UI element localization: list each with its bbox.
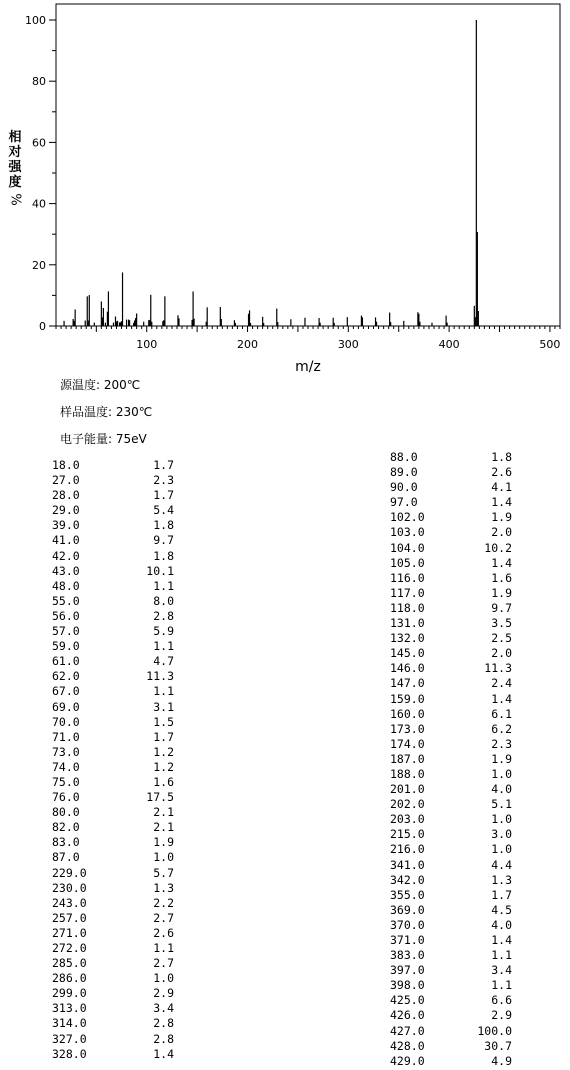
mz-value: 103.0 (390, 525, 425, 540)
mz-value: 159.0 (390, 691, 425, 706)
abundance-value: 2.7 (153, 910, 174, 925)
abundance-value: 1.7 (153, 488, 174, 503)
peak-table-row (52, 700, 174, 715)
peak-table-row (52, 790, 174, 805)
mz-value: 398.0 (390, 978, 425, 993)
mz-value: 371.0 (390, 933, 425, 947)
peak-table-row (390, 1024, 512, 1039)
abundance-value: 1.9 (491, 751, 512, 766)
peak-table-row (390, 510, 512, 525)
mz-value: 62.0 (52, 669, 80, 684)
plot-frame (56, 4, 560, 326)
mz-value: 427.0 (390, 1023, 425, 1038)
y-tick-label: 80 (32, 75, 46, 89)
peak-table-row (390, 888, 512, 903)
peak-table-row (52, 911, 174, 926)
mz-value: 43.0 (52, 563, 80, 578)
abundance-value: 1.9 (491, 510, 512, 525)
abundance-value: 4.0 (491, 917, 512, 932)
mz-value: 342.0 (390, 872, 425, 887)
peak-table-row (52, 1032, 174, 1047)
abundance-value: 6.1 (491, 706, 512, 721)
mz-value: 27.0 (52, 473, 80, 488)
abundance-value: 3.0 (491, 827, 512, 842)
peak-table-row (52, 518, 174, 533)
abundance-value: 5.4 (153, 503, 174, 518)
mz-value: 188.0 (390, 766, 425, 781)
mz-value: 57.0 (52, 624, 80, 639)
abundance-value: 1.2 (153, 744, 174, 759)
abundance-value: 2.3 (491, 736, 512, 751)
abundance-value: 2.9 (153, 986, 174, 1001)
mz-value: 82.0 (52, 820, 80, 835)
peak-table-row (390, 692, 512, 707)
mz-value: 425.0 (390, 993, 425, 1008)
abundance-value: 1.8 (153, 548, 174, 563)
peak-table-row (390, 963, 512, 978)
mz-value: 102.0 (390, 510, 425, 525)
abundance-value: 2.0 (491, 525, 512, 540)
peak-table-row (390, 993, 512, 1008)
abundance-value: 4.4 (491, 857, 512, 872)
peak-table-row (52, 971, 174, 986)
peak-table-right (390, 450, 512, 1069)
peak-table-row (52, 805, 174, 820)
peak-table-row (52, 533, 174, 548)
peak-table-row (52, 956, 174, 971)
peak-table-row (390, 495, 512, 510)
abundance-value: 9.7 (153, 533, 174, 548)
sample-temperature: 样品温度: 230℃ (60, 405, 153, 419)
peak-table-row (390, 797, 512, 812)
mz-value: 369.0 (390, 902, 425, 917)
abundance-value: 1.4 (491, 555, 512, 570)
mz-value: 271.0 (52, 925, 87, 940)
mz-value: 39.0 (52, 518, 80, 533)
mz-value: 313.0 (52, 1001, 87, 1016)
peak-table-row (52, 488, 174, 503)
mz-value: 272.0 (52, 941, 87, 955)
peak-table-row (390, 948, 512, 963)
abundance-value: 5.9 (153, 624, 174, 639)
abundance-value: 1.0 (153, 850, 174, 865)
mz-value: 87.0 (52, 850, 80, 865)
abundance-value: 8.0 (153, 593, 174, 608)
mz-value: 187.0 (390, 751, 425, 766)
abundance-value: 3.4 (491, 963, 512, 978)
abundance-value: 1.1 (153, 941, 174, 955)
mass-spectrum-chart (0, 0, 570, 380)
abundance-value: 2.2 (153, 895, 174, 910)
peak-table-row (390, 903, 512, 918)
peak-table-row (390, 918, 512, 933)
peak-table-row (52, 1047, 174, 1062)
abundance-value: 1.6 (153, 774, 174, 789)
abundance-value: 11.3 (484, 661, 512, 676)
peak-table-left (52, 458, 174, 1062)
peak-table-row (390, 646, 512, 661)
abundance-value: 2.7 (153, 956, 174, 971)
mz-value: 243.0 (52, 895, 87, 910)
mz-value: 89.0 (390, 465, 418, 480)
mz-value: 397.0 (390, 963, 425, 978)
abundance-value: 1.0 (491, 766, 512, 781)
y-tick-label: 0 (39, 320, 46, 333)
mz-value: 299.0 (52, 986, 87, 1001)
abundance-value: 1.9 (153, 835, 174, 850)
x-tick-label: 300 (337, 338, 359, 351)
mz-value: 131.0 (390, 616, 425, 631)
peak-table-row (52, 941, 174, 956)
abundance-value: 1.6 (491, 570, 512, 585)
mz-value: 428.0 (390, 1038, 425, 1053)
peak-table-row (390, 722, 512, 737)
mz-value: 29.0 (52, 503, 80, 518)
abundance-value: 5.7 (153, 865, 174, 880)
abundance-value: 1.8 (491, 450, 512, 464)
peak-table-row (390, 707, 512, 722)
abundance-value: 2.9 (491, 1008, 512, 1023)
mz-value: 145.0 (390, 646, 425, 661)
abundance-value: 2.6 (491, 465, 512, 480)
peak-table-row (52, 1016, 174, 1031)
abundance-value: 1.7 (153, 458, 174, 472)
peak-table-row (390, 450, 512, 465)
peak-table-row (390, 752, 512, 767)
peak-table-row (390, 812, 512, 827)
peak-table-row (52, 745, 174, 760)
y-tick-label: 20 (32, 258, 46, 272)
peak-table-row (52, 503, 174, 518)
abundance-value: 4.0 (491, 782, 512, 797)
abundance-value: 2.5 (491, 631, 512, 646)
peak-table-row (390, 465, 512, 480)
abundance-value: 30.7 (484, 1038, 512, 1053)
abundance-value: 2.4 (491, 676, 512, 691)
abundance-value: 1.4 (491, 691, 512, 706)
abundance-value: 1.4 (153, 1046, 174, 1061)
peak-table-row (390, 480, 512, 495)
x-tick-label: 500 (539, 338, 561, 351)
abundance-value: 1.5 (153, 714, 174, 729)
abundance-value: 6.6 (491, 993, 512, 1008)
peak-table-row (52, 473, 174, 488)
peak-table-row (52, 579, 174, 594)
mz-value: 341.0 (390, 857, 425, 872)
peak-table-row (52, 624, 174, 639)
peak-table-row (390, 661, 512, 676)
mz-value: 229.0 (52, 865, 87, 880)
peak-table-row (52, 458, 174, 473)
peak-table-row (390, 1054, 512, 1069)
peak-table-row (390, 1008, 512, 1023)
peak-table-row (390, 737, 512, 752)
y-axis (25, 14, 56, 333)
peak-table-row (390, 676, 512, 691)
mz-value: 73.0 (52, 744, 80, 759)
mz-value: 69.0 (52, 699, 80, 714)
mz-value: 328.0 (52, 1046, 87, 1061)
peak-table-row (52, 669, 174, 684)
mz-value: 18.0 (52, 458, 80, 472)
peak-table-row (52, 684, 174, 699)
peak-table-row (390, 616, 512, 631)
abundance-value: 1.1 (153, 578, 174, 593)
abundance-value: 4.5 (491, 902, 512, 917)
source-temperature: 源温度: 200℃ (60, 378, 141, 392)
peak-table-row (52, 926, 174, 941)
mz-value: 83.0 (52, 835, 80, 850)
mz-value: 105.0 (390, 555, 425, 570)
abundance-value: 4.9 (491, 1053, 512, 1068)
mz-value: 215.0 (390, 827, 425, 842)
y-tick-label: 60 (32, 136, 46, 150)
peak-table-row (390, 541, 512, 556)
electron-energy: 电子能量: 75eV (60, 432, 147, 446)
mz-value: 147.0 (390, 676, 425, 691)
abundance-value: 1.0 (491, 842, 512, 857)
peak-table-row (390, 782, 512, 797)
mz-value: 74.0 (52, 759, 80, 774)
abundance-value: 4.7 (153, 654, 174, 669)
peak-table-row (390, 842, 512, 857)
peak-table-row (390, 556, 512, 571)
mz-value: 314.0 (52, 1016, 87, 1031)
abundance-value: 10.2 (484, 540, 512, 555)
peak-table-row (390, 586, 512, 601)
peak-table-row (52, 896, 174, 911)
mz-value: 201.0 (390, 782, 425, 797)
abundance-value: 1.2 (153, 759, 174, 774)
mz-value: 48.0 (52, 578, 80, 593)
abundance-value: 3.4 (153, 1001, 174, 1016)
mz-value: 327.0 (52, 1031, 87, 1046)
peak-table-row (52, 850, 174, 865)
mz-value: 202.0 (390, 797, 425, 812)
abundance-value: 100.0 (477, 1023, 512, 1038)
peak-table-row (52, 564, 174, 579)
abundance-value: 1.0 (491, 812, 512, 827)
peak-table-row (390, 827, 512, 842)
peak-table-row (390, 858, 512, 873)
peak-table-row (52, 609, 174, 624)
peak-table-row (52, 1001, 174, 1016)
abundance-value: 1.3 (153, 880, 174, 895)
spectrum-peaks (64, 20, 478, 326)
abundance-value: 1.8 (153, 518, 174, 533)
x-tick-label: 100 (136, 338, 158, 351)
mz-value: 132.0 (390, 631, 425, 646)
mz-value: 28.0 (52, 488, 80, 503)
mz-value: 76.0 (52, 790, 80, 805)
peak-table-row (52, 730, 174, 745)
abundance-value: 1.1 (491, 978, 512, 993)
abundance-value: 2.0 (491, 646, 512, 661)
peak-table-row (390, 601, 512, 616)
abundance-value: 1.4 (491, 933, 512, 947)
peak-table-row (390, 767, 512, 782)
mz-value: 42.0 (52, 548, 80, 563)
mz-value: 104.0 (390, 540, 425, 555)
abundance-value: 2.8 (153, 608, 174, 623)
mz-value: 285.0 (52, 956, 87, 971)
abundance-value: 3.1 (153, 699, 174, 714)
mz-value: 355.0 (390, 887, 425, 902)
abundance-value: 6.2 (491, 721, 512, 736)
y-tick-label: 100 (25, 14, 46, 27)
mz-value: 56.0 (52, 608, 80, 623)
abundance-value: 1.4 (491, 495, 512, 510)
abundance-value: 3.5 (491, 616, 512, 631)
mz-value: 370.0 (390, 917, 425, 932)
mz-value: 286.0 (52, 971, 87, 986)
x-axis (56, 326, 560, 351)
mz-value: 71.0 (52, 729, 80, 744)
abundance-value: 1.3 (491, 872, 512, 887)
mz-value: 55.0 (52, 593, 80, 608)
mz-value: 429.0 (390, 1053, 425, 1068)
mz-value: 216.0 (390, 842, 425, 857)
mz-value: 88.0 (390, 450, 418, 464)
peak-table-row (390, 631, 512, 646)
peak-table-row (52, 639, 174, 654)
abundance-value: 1.7 (153, 729, 174, 744)
peak-table-row (390, 873, 512, 888)
abundance-value: 2.8 (153, 1016, 174, 1031)
mz-value: 75.0 (52, 774, 80, 789)
peak-table-row (52, 820, 174, 835)
abundance-value: 5.1 (491, 797, 512, 812)
mz-value: 90.0 (390, 480, 418, 495)
abundance-value: 2.3 (153, 473, 174, 488)
abundance-value: 11.3 (146, 669, 174, 684)
y-axis-title: 相对强度 (8, 130, 22, 190)
y-axis-label (8, 130, 22, 207)
abundance-value: 4.1 (491, 480, 512, 495)
mz-value: 116.0 (390, 570, 425, 585)
peak-table-row (52, 715, 174, 730)
peak-table-row (390, 978, 512, 993)
mz-value: 41.0 (52, 533, 80, 548)
mz-value: 174.0 (390, 736, 425, 751)
mz-value: 230.0 (52, 880, 87, 895)
abundance-value: 2.1 (153, 820, 174, 835)
abundance-value: 1.1 (491, 948, 512, 963)
peak-table-row (52, 549, 174, 564)
abundance-value: 1.0 (153, 971, 174, 986)
mz-value: 80.0 (52, 805, 80, 820)
abundance-value: 10.1 (146, 563, 174, 578)
mz-value: 118.0 (390, 600, 425, 615)
peak-table-row (52, 866, 174, 881)
abundance-value: 2.8 (153, 1031, 174, 1046)
abundance-value: 17.5 (146, 790, 174, 805)
abundance-value: 2.1 (153, 805, 174, 820)
peak-table-row (52, 881, 174, 896)
abundance-value: 1.1 (153, 639, 174, 654)
mz-value: 383.0 (390, 948, 425, 963)
abundance-value: 1.1 (153, 684, 174, 699)
peak-table-row (52, 775, 174, 790)
x-tick-label: 400 (438, 338, 460, 351)
mz-value: 173.0 (390, 721, 425, 736)
mz-value: 70.0 (52, 714, 80, 729)
mz-value: 67.0 (52, 684, 80, 699)
abundance-value: 1.9 (491, 585, 512, 600)
abundance-value: 2.6 (153, 925, 174, 940)
y-axis-unit: % (7, 193, 23, 206)
mz-value: 203.0 (390, 812, 425, 827)
mz-value: 59.0 (52, 639, 80, 654)
mz-value: 117.0 (390, 585, 425, 600)
peak-table-row (52, 835, 174, 850)
mz-value: 426.0 (390, 1008, 425, 1023)
abundance-value: 1.7 (491, 887, 512, 902)
y-tick-label: 40 (32, 197, 46, 211)
peak-table-row (390, 525, 512, 540)
peak-table-row (390, 1039, 512, 1054)
peak-table-row (52, 594, 174, 609)
peak-table-row (52, 654, 174, 669)
x-tick-label: 200 (237, 338, 259, 351)
abundance-value: 9.7 (491, 600, 512, 615)
mz-value: 146.0 (390, 661, 425, 676)
mz-value: 160.0 (390, 706, 425, 721)
mz-value: 257.0 (52, 910, 87, 925)
peak-table-row (52, 986, 174, 1001)
mz-value: 61.0 (52, 654, 80, 669)
peak-table-row (390, 933, 512, 948)
x-axis-label: m/z (295, 359, 321, 375)
peak-table-row (390, 571, 512, 586)
mz-value: 97.0 (390, 495, 418, 510)
peak-table-row (52, 760, 174, 775)
